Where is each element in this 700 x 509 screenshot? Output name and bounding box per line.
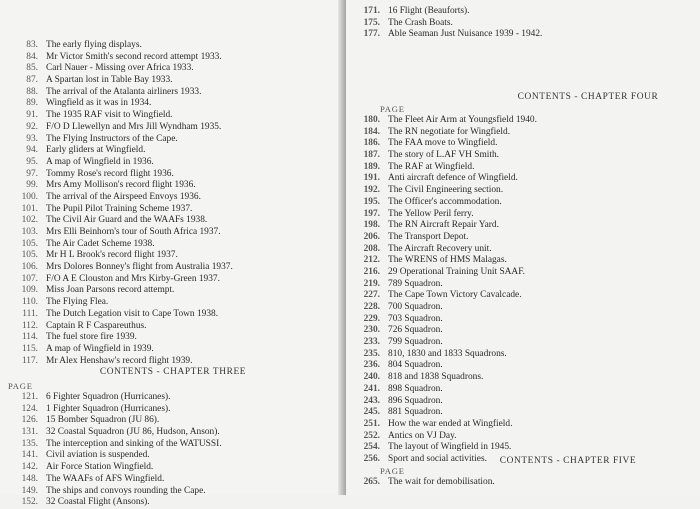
page-number: 101. — [21, 203, 38, 214]
entry-title: A Spartan lost in Table Bay 1933. — [46, 75, 173, 86]
contents-entry — [358, 396, 688, 408]
entry-title: Wingfield as it was in 1934. — [46, 98, 152, 109]
page-number: 115. — [21, 343, 38, 354]
entry-title: The FAA move to Wingfield. — [388, 138, 498, 149]
contents-entry — [10, 274, 330, 286]
entry-title: F/O A E Clouston and Mrs Kirby-Green 1937. — [46, 273, 220, 284]
contents-entry — [358, 173, 688, 185]
contents-entry — [358, 325, 688, 337]
page-number: 187. — [363, 150, 380, 161]
entry-title: Able Seaman Just Nuisance 1939 - 1942. — [388, 29, 543, 40]
contents-entry — [10, 285, 330, 297]
contents-entry — [358, 6, 688, 18]
entry-title: The ships and convoys rounding the Cape. — [46, 485, 206, 496]
page-number: 265. — [363, 477, 380, 487]
entry-title: F/O D Llewellyn and Mrs Jill Wyndham 1935. — [46, 121, 222, 132]
entry-title: 700 Squadron. — [388, 302, 443, 312]
page-number: 141. — [21, 450, 38, 461]
entry-title: 896 Squadron. — [388, 395, 443, 406]
page-number: 121. — [21, 392, 38, 402]
contents-entry — [10, 462, 330, 474]
contents-entry — [10, 192, 330, 204]
page-number: 184. — [363, 126, 380, 137]
left-page — [0, 0, 346, 508]
contents-entry — [10, 122, 330, 134]
entry-title: 818 and 1838 Squadrons. — [388, 372, 484, 383]
page-number: 83. — [26, 40, 38, 50]
page-number: 88. — [26, 86, 38, 97]
entry-title: The arrival of the Airspeed Envoys 1936. — [46, 191, 201, 202]
contents-entry — [358, 477, 688, 489]
contents-entry — [358, 244, 688, 256]
page-number: 148. — [21, 473, 38, 484]
contents-entry — [10, 427, 330, 439]
contents-entry — [358, 138, 688, 150]
contents-entry — [358, 384, 688, 396]
page-number: 252. — [363, 430, 380, 441]
contents-entry — [10, 75, 330, 87]
contents-entry — [358, 290, 688, 302]
page-number: 124. — [21, 403, 38, 414]
contents-entry — [358, 220, 688, 232]
chapter-three-heading: CONTENTS - CHAPTER THREE — [99, 367, 247, 377]
contents-entry — [10, 239, 330, 251]
contents-entry — [10, 227, 330, 239]
contents-entry — [358, 162, 688, 174]
entry-title: A map of Wingfield in 1936. — [46, 156, 154, 167]
page-number: 85. — [26, 63, 38, 74]
entry-title: The Flying Instructors of the Cape. — [46, 133, 178, 144]
entry-title: The Cape Town Victory Cavalcade. — [388, 290, 522, 301]
page-number: 198. — [363, 220, 380, 231]
contents-entry — [10, 486, 330, 498]
page-number: 195. — [363, 196, 380, 207]
contents-entry — [10, 439, 330, 451]
entry-title: 726 Squadron. — [388, 325, 443, 336]
entry-title: 804 Squadron. — [388, 360, 443, 371]
entry-title: Tommy Rose's record flight 1936. — [46, 168, 174, 179]
contents-entry — [10, 87, 330, 99]
entry-title: The layout of Wingfield in 1945. — [388, 442, 512, 453]
contents-entry — [358, 185, 688, 197]
entry-title: 789 Squadron. — [388, 278, 443, 289]
contents-entry — [10, 497, 330, 509]
entry-title: Mrs Amy Mollison's record flight 1936. — [46, 180, 196, 191]
page-number: 180. — [363, 115, 380, 125]
contents-entry — [358, 150, 688, 162]
entry-title: The interception and sinking of the WATUSSI. — [46, 438, 222, 449]
page-number: 102. — [21, 215, 38, 226]
entry-title: A map of Wingfield in 1939. — [46, 343, 154, 354]
page-number: 235. — [363, 348, 380, 359]
entry-title: The Transport Depot. — [388, 231, 469, 242]
chapter-four-heading: CONTENTS - CHAPTER FOUR — [517, 92, 659, 102]
entry-title: 16 Flight (Beauforts). — [388, 6, 470, 16]
page-number: 208. — [363, 243, 380, 254]
page-number: 91. — [26, 110, 38, 121]
page-number: 117. — [21, 355, 38, 366]
contents-entry — [10, 474, 330, 486]
page-number: 236. — [363, 360, 380, 371]
entry-title: The RN Aircraft Repair Yard. — [388, 220, 499, 231]
entry-title: The wait for demobilisation. — [388, 477, 495, 487]
contents-list-chapter-two — [10, 40, 330, 367]
page-number: 256. — [363, 453, 380, 464]
contents-entry — [358, 197, 688, 209]
entry-title: The Officer's accommodation. — [388, 196, 502, 207]
entry-title: The RAF at Wingfield. — [388, 161, 475, 172]
page-number: 228. — [363, 302, 380, 312]
entry-title: The RN negotiate for Wingfield. — [388, 126, 511, 137]
right-page — [346, 0, 700, 495]
contents-entry — [358, 267, 688, 279]
page-number: 89. — [26, 98, 38, 109]
contents-entry — [358, 232, 688, 244]
entry-title: 32 Coastal Flight (Ansons). — [46, 497, 150, 508]
contents-entry — [10, 297, 330, 309]
contents-entry — [10, 134, 330, 146]
page-number: 230. — [363, 325, 380, 336]
page-number: 103. — [21, 227, 38, 237]
contents-entry — [358, 349, 688, 361]
page-number: 107. — [21, 273, 38, 284]
page-number: 100. — [21, 191, 38, 202]
contents-entry — [10, 204, 330, 216]
entry-title: Sport and social activities. — [388, 453, 487, 464]
page-number: 106. — [21, 262, 38, 273]
entry-title: The Fleet Air Arm at Youngsfield 1940. — [388, 115, 537, 125]
entry-title: Air Force Station Wingfield. — [46, 462, 154, 473]
page-number: 171. — [363, 6, 380, 16]
entry-title: How the war ended at Wingfield. — [388, 418, 513, 429]
contents-entry — [358, 314, 688, 326]
page-number: 109. — [21, 285, 38, 296]
entry-title: Miss Joan Parsons record attempt. — [46, 285, 175, 296]
contents-entry — [358, 279, 688, 291]
page-number: 92. — [26, 121, 38, 132]
entry-title: The story of L.AF VH Smith. — [388, 150, 500, 161]
contents-entry — [10, 40, 330, 52]
entry-title: The Crash Boats. — [388, 17, 453, 28]
page-number: 197. — [363, 208, 380, 219]
contents-entry — [358, 337, 688, 349]
page-number: 110. — [21, 297, 38, 308]
page-number: 227. — [363, 290, 380, 301]
entry-title: 1 Fighter Squadron (Hurricanes). — [46, 403, 171, 414]
page-number: 135. — [21, 438, 38, 449]
entry-title: 6 Fighter Squadron (Hurricanes). — [46, 392, 171, 402]
page-number: 189. — [363, 161, 380, 172]
contents-entry — [10, 250, 330, 262]
contents-entry — [358, 431, 688, 443]
page-number: 251. — [363, 418, 380, 429]
contents-entry — [358, 302, 688, 314]
entry-title: Mr Victor Smith's second record attempt 1933. — [46, 51, 222, 62]
page-number: 126. — [21, 415, 38, 426]
contents-entry — [10, 157, 330, 169]
page-number: 212. — [363, 255, 380, 266]
page-number: 219. — [363, 278, 380, 289]
page-number: 99. — [26, 180, 38, 191]
entry-title: 898 Squadron. — [388, 383, 443, 394]
contents-entry — [10, 110, 330, 122]
entry-title: Mr H L Brook's record flight 1937. — [46, 250, 178, 261]
entry-title: Early gliders at Wingfield. — [46, 145, 146, 156]
contents-entry — [10, 52, 330, 64]
page-number: 87. — [26, 75, 38, 86]
page-number: 243. — [363, 395, 380, 406]
entry-title: Anti aircraft defence of Wingfield. — [388, 173, 518, 184]
page-column-label: PAGE — [8, 381, 33, 391]
contents-entry — [10, 180, 330, 192]
entry-title: Mrs Elli Beinhorn's tour of South Africa 1937. — [46, 227, 221, 237]
page-number: 94. — [26, 145, 38, 156]
page-number: 241. — [363, 383, 380, 394]
contents-entry — [10, 262, 330, 274]
contents-list-chapter-three-cont — [358, 6, 688, 41]
entry-title: Carl Nauer - Missing over Africa 1933. — [46, 63, 194, 74]
entry-title: Captain R F Caspareuthus. — [46, 320, 147, 331]
page-number: 111. — [22, 308, 38, 319]
page-column-label: PAGE — [380, 104, 405, 114]
contents-entry — [10, 63, 330, 75]
entry-title: The Yellow Peril ferry. — [388, 208, 474, 219]
entry-title: The Air Cadet Scheme 1938. — [46, 238, 155, 249]
page-number: 191. — [363, 173, 380, 184]
contents-entry — [358, 115, 688, 127]
chapter-five-heading: CONTENTS - CHAPTER FIVE — [499, 456, 637, 466]
entry-title: The Pupil Pilot Training Scheme 1937. — [46, 203, 193, 214]
page-number: 175. — [363, 17, 380, 28]
page-number: 152. — [21, 497, 38, 508]
contents-entry — [10, 321, 330, 333]
contents-entry — [10, 169, 330, 181]
entry-title: The Aircraft Recovery unit. — [388, 243, 492, 254]
contents-entry — [10, 404, 330, 416]
page-number: 192. — [363, 185, 380, 196]
entry-title: 799 Squadron. — [388, 337, 443, 348]
page-number: 97. — [26, 168, 38, 179]
contents-entry — [10, 450, 330, 462]
contents-entry — [10, 145, 330, 157]
entry-title: 881 Squadron. — [388, 407, 443, 418]
entry-title: 32 Coastal Squadron (JU 86, Hudson, Anson). — [46, 427, 220, 438]
contents-list-chapter-five — [358, 477, 688, 489]
entry-title: 29 Operational Training Unit SAAF. — [388, 266, 526, 277]
entry-title: 703 Squadron. — [388, 313, 443, 324]
entry-title: The WRENS of HMS Malagas. — [388, 255, 507, 266]
entry-title: Antics on VJ Day. — [388, 430, 457, 441]
page-number: 149. — [21, 485, 38, 496]
page-number: 216. — [363, 266, 380, 277]
page-number: 105. — [21, 238, 38, 249]
page-number: 229. — [363, 313, 380, 324]
contents-entry — [10, 98, 330, 110]
page-number: 254. — [363, 442, 380, 453]
entry-title: 810, 1830 and 1833 Squadrons. — [388, 348, 507, 359]
contents-entry — [10, 332, 330, 344]
contents-entry — [10, 392, 330, 404]
page-number: 114. — [21, 332, 38, 343]
contents-entry — [358, 255, 688, 267]
contents-entry — [358, 407, 688, 419]
contents-entry — [358, 372, 688, 384]
page-number: 95. — [26, 156, 38, 167]
page-number: 206. — [363, 231, 380, 242]
contents-entry — [10, 215, 330, 227]
contents-list-chapter-three — [10, 392, 330, 509]
entry-title: The Flying Flea. — [46, 297, 109, 308]
page-number: 240. — [363, 372, 380, 383]
page-number: 93. — [26, 133, 38, 144]
page-number: 105. — [21, 250, 38, 261]
page-number: 177. — [363, 29, 380, 40]
entry-title: The fuel store fire 1939. — [46, 332, 137, 343]
page-number: 245. — [363, 407, 380, 418]
contents-entry — [358, 419, 688, 431]
contents-entry — [358, 360, 688, 372]
page-number: 131. — [21, 427, 38, 438]
page-number: 112. — [21, 320, 38, 331]
contents-entry — [358, 442, 688, 454]
entry-title: 15 Bomber Squadron (JU 86). — [46, 415, 160, 426]
contents-entry — [10, 309, 330, 321]
entry-title: Civil aviation is suspended. — [46, 450, 150, 461]
entry-title: The 1935 RAF visit to Wingfield. — [46, 110, 173, 121]
contents-entry — [10, 356, 330, 368]
page-number: 186. — [363, 138, 380, 149]
contents-entry — [10, 344, 330, 356]
contents-entry — [358, 209, 688, 221]
entry-title: Mrs Dolores Bonney's flight from Australia 1937. — [46, 262, 233, 273]
entry-title: The early flying displays. — [46, 40, 142, 50]
contents-entry — [358, 127, 688, 139]
contents-entry — [358, 29, 688, 41]
contents-entry — [10, 415, 330, 427]
page-number: 233. — [363, 337, 380, 348]
entry-title: The WAAFs of AFS Wingfield. — [46, 473, 165, 484]
page-column-label: PAGE — [380, 466, 405, 476]
page-number: 84. — [26, 51, 38, 62]
contents-list-chapter-four — [358, 115, 688, 466]
entry-title: The Civil Air Guard and the WAAFs 1938. — [46, 215, 208, 226]
entry-title: Mr Alex Henshaw's record flight 1939. — [46, 355, 193, 366]
entry-title: The Civil Engineering section. — [388, 185, 504, 196]
contents-entry — [358, 18, 688, 30]
page-number: 142. — [21, 462, 38, 473]
entry-title: The arrival of the Atalanta airliners 1933. — [46, 86, 202, 97]
entry-title: The Dutch Legation visit to Cape Town 1938. — [46, 308, 219, 319]
